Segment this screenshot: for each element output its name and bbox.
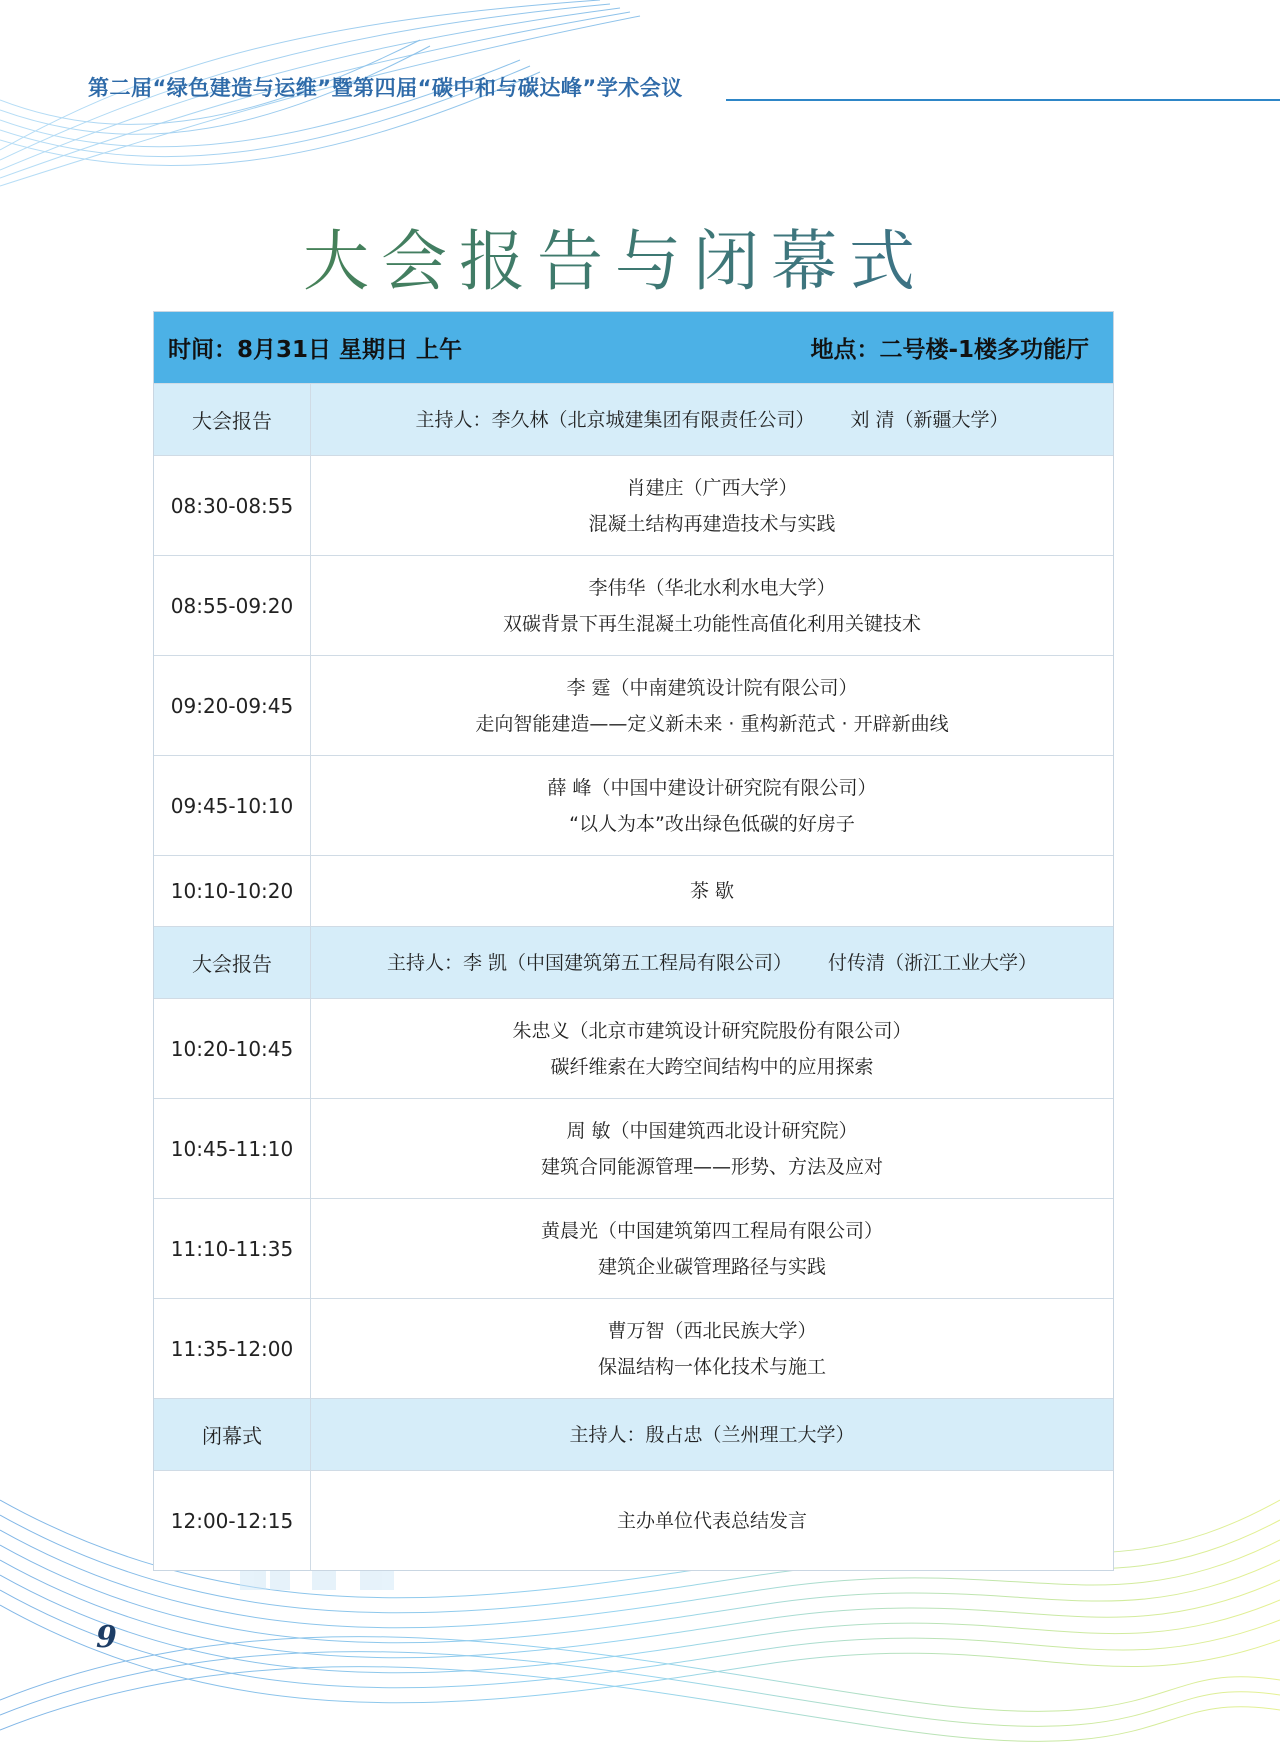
topic: “以人为本”改出绿色低碳的好房子 xyxy=(569,812,855,835)
section-hosts xyxy=(311,384,1113,455)
section-label: 大会报告 xyxy=(154,927,311,998)
section-hosts xyxy=(311,1399,1113,1470)
speaker: 李 霆（中南建筑设计院有限公司） xyxy=(566,676,858,699)
schedule-row xyxy=(154,998,1113,1098)
time-slot: 11:35-12:00 xyxy=(154,1299,311,1398)
schedule-row xyxy=(154,1470,1113,1570)
speaker: 黄晨光（中国建筑第四工程局有限公司） xyxy=(540,1219,883,1242)
host-name: 主持人：殷占忠（兰州理工大学） xyxy=(569,1423,855,1446)
section-row xyxy=(154,1398,1113,1470)
time-slot: 09:45-10:10 xyxy=(154,756,311,855)
time-slot: 08:55-09:20 xyxy=(154,556,311,655)
schedule-row xyxy=(154,1298,1113,1398)
topic: 混凝土结构再建造技术与实践 xyxy=(588,512,836,535)
host-name: 刘 清（新疆大学） xyxy=(850,408,1009,431)
section-hosts xyxy=(311,927,1113,998)
time-slot: 10:45-11:10 xyxy=(154,1099,311,1198)
time-slot: 10:20-10:45 xyxy=(154,999,311,1098)
break-info xyxy=(311,856,1113,926)
talk-info xyxy=(311,1199,1113,1298)
topic: 走向智能建造——定义新未来 · 重构新范式 · 开辟新曲线 xyxy=(475,712,949,735)
time-slot: 09:20-09:45 xyxy=(154,656,311,755)
schedule-row xyxy=(154,655,1113,755)
conference-title: 第二届“绿色建造与运维”暨第四届“碳中和与碳达峰”学术会议 xyxy=(88,76,683,100)
topic: 建筑合同能源管理——形势、方法及应对 xyxy=(540,1155,883,1178)
schedule-table xyxy=(153,311,1114,1571)
speaker: 曹万智（西北民族大学） xyxy=(607,1319,817,1342)
event-location: 地点：二号楼-1楼多功能厅 xyxy=(810,337,1089,363)
section-row xyxy=(154,383,1113,455)
talk-info xyxy=(311,656,1113,755)
schedule-row xyxy=(154,855,1113,926)
speaker: 朱忠义（北京市建筑设计研究院股份有限公司） xyxy=(512,1019,912,1042)
time-slot: 08:30-08:55 xyxy=(154,456,311,555)
schedule-row xyxy=(154,1098,1113,1198)
header-divider xyxy=(726,99,1280,101)
talk-info xyxy=(311,1099,1113,1198)
topic: 保温结构一体化技术与施工 xyxy=(597,1355,826,1378)
section-label: 闭幕式 xyxy=(154,1399,311,1470)
host-name: 付传清（浙江工业大学） xyxy=(828,951,1038,974)
schedule-row xyxy=(154,455,1113,555)
talk-info xyxy=(311,1299,1113,1398)
break-label: 茶 歇 xyxy=(689,880,735,902)
talk-info xyxy=(311,456,1113,555)
speaker: 周 敏（中国建筑西北设计研究院） xyxy=(566,1119,858,1142)
talk-info xyxy=(311,556,1113,655)
section-label: 大会报告 xyxy=(154,384,311,455)
topic: 碳纤维索在大跨空间结构中的应用探索 xyxy=(550,1055,874,1078)
talk-info xyxy=(311,756,1113,855)
speaker: 肖建庄（广西大学） xyxy=(626,476,798,499)
time-slot: 12:00-12:15 xyxy=(154,1471,311,1570)
topic: 建筑企业碳管理路径与实践 xyxy=(597,1255,826,1278)
speaker: 薛 峰（中国中建设计研究院有限公司） xyxy=(547,776,877,799)
event-time: 时间：8月31日 星期日 上午 xyxy=(168,337,463,363)
schedule-row xyxy=(154,555,1113,655)
closing-info xyxy=(311,1471,1113,1570)
page-title: 大会报告与闭幕式 xyxy=(0,208,1230,303)
host-name: 主持人：李久林（北京城建集团有限责任公司） xyxy=(415,408,815,431)
page-number: 9 xyxy=(96,1620,117,1655)
section-row xyxy=(154,926,1113,998)
info-bar xyxy=(154,312,1113,383)
host-name: 主持人：李 凯（中国建筑第五工程局有限公司） xyxy=(386,951,793,974)
time-slot: 10:10-10:20 xyxy=(154,856,311,926)
closing-speech: 主办单位代表总结发言 xyxy=(616,1509,807,1532)
topic: 双碳背景下再生混凝土功能性高值化利用关键技术 xyxy=(502,612,921,635)
talk-info xyxy=(311,999,1113,1098)
time-slot: 11:10-11:35 xyxy=(154,1199,311,1298)
schedule-row xyxy=(154,755,1113,855)
speaker: 李伟华（华北水利水电大学） xyxy=(588,576,836,599)
schedule-row xyxy=(154,1198,1113,1298)
